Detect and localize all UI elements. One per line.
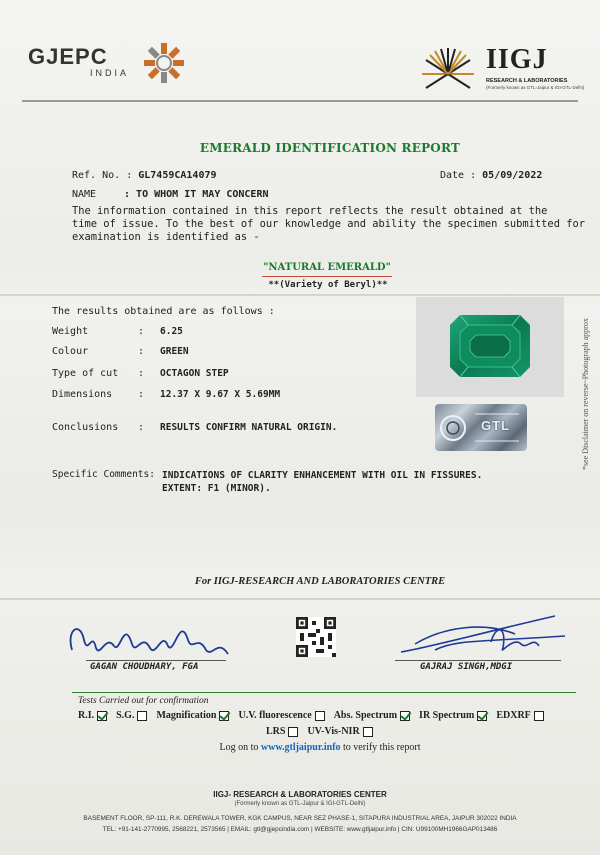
intro-line: The information contained in this report reflects the result obtained at the bbox=[72, 205, 548, 217]
ref-number-row: Ref. No. : GL7459CA14079 bbox=[72, 170, 217, 181]
comments-line: EXTENT: F1 (MINOR). bbox=[162, 483, 271, 494]
for-centre-line: For IIGJ-RESEARCH AND LABORATORIES CENTRE bbox=[194, 576, 446, 587]
tests-row-1 bbox=[78, 710, 550, 721]
test-checkbox-abs-spectrum bbox=[400, 711, 410, 721]
test-checkbox-magnification bbox=[219, 711, 229, 721]
intro-line: examination is identified as - bbox=[72, 231, 260, 243]
test-checkbox-ir-spectrum bbox=[477, 711, 487, 721]
test-checkbox-ri bbox=[97, 711, 107, 721]
gjepc-logo-text: GJEPC bbox=[28, 44, 108, 69]
ref-value: GL7459CA14079 bbox=[138, 170, 217, 181]
result-label-weight: Weight bbox=[52, 326, 89, 337]
tests-row-2 bbox=[266, 726, 379, 737]
test-label-ri: R.I. bbox=[78, 710, 95, 721]
photo-disclaimer: *see Disclaimer on reverse~Photograph approx bbox=[581, 318, 590, 470]
result-value-dimensions: 12.37 X 9.67 X 5.69MM bbox=[160, 389, 281, 400]
iigj-logo-text: IIGJ bbox=[486, 44, 548, 75]
variety-label: **(Variety of Beryl)** bbox=[268, 280, 388, 290]
left-signature-icon bbox=[62, 610, 242, 670]
result-colon: : bbox=[138, 389, 145, 400]
result-label-dimensions: Dimensions bbox=[52, 389, 113, 400]
footer-address: BASEMENT FLOOR, SP-111, R.K. DEREWALA TOWER, KGK CAMPUS, NEAR SEZ PHASE-1, SITAPURA INDUSTRIAL AREA, JAIPUR 302022 INDIA bbox=[83, 815, 517, 822]
right-signature-line bbox=[395, 660, 561, 661]
result-label-cut: Type of cut bbox=[52, 368, 119, 379]
name-value: TO WHOM IT MAY CONCERN bbox=[136, 189, 269, 200]
report-title: EMERALD IDENTIFICATION REPORT bbox=[199, 141, 461, 155]
footer-title: IIGJ- RESEARCH & LABORATORIES CENTER bbox=[213, 790, 387, 799]
test-checkbox-edxrf bbox=[534, 711, 544, 721]
iigj-logo bbox=[420, 44, 585, 100]
hologram-text: GTL bbox=[481, 418, 510, 433]
test-checkbox-sg bbox=[137, 711, 147, 721]
result-label-colour: Colour bbox=[52, 346, 89, 357]
gemstone-photo bbox=[416, 297, 564, 397]
iigj-logo-note: (Formerly known as GTL-Jaipur & IGI-GTL-Delhi) bbox=[486, 85, 585, 90]
iigj-burst-icon bbox=[420, 44, 476, 100]
left-signature-line bbox=[86, 660, 226, 661]
comments-line: INDICATIONS OF CLARITY ENHANCEMENT WITH OIL IN FISSURES. bbox=[162, 470, 483, 481]
results-intro: The results obtained are as follows : bbox=[52, 306, 275, 317]
fold-line bbox=[0, 598, 600, 600]
right-signatory-name: GAJRAJ SINGH,MDGI bbox=[420, 662, 513, 672]
verify-line bbox=[0, 742, 600, 753]
intro-line: time of issue. To the best of our knowledge and ability the specimen submitted for bbox=[72, 218, 585, 230]
test-label-ir-spectrum: IR Spectrum bbox=[419, 710, 475, 721]
test-label-magnification: Magnification bbox=[156, 710, 217, 721]
gjepc-logo bbox=[28, 44, 129, 78]
result-value-colour: GREEN bbox=[160, 346, 189, 357]
left-signatory-name: GAGAN CHOUDHARY, FGA bbox=[90, 662, 199, 672]
date-row: Date : 05/09/2022 bbox=[440, 170, 543, 181]
comments-label: Specific Comments: bbox=[52, 469, 155, 480]
verify-link[interactable]: www.gtljaipur.info bbox=[260, 742, 341, 753]
qr-code-icon bbox=[296, 617, 336, 657]
result-colon: : bbox=[138, 326, 145, 337]
intro-paragraph bbox=[72, 205, 592, 244]
gjepc-sun-icon bbox=[133, 40, 195, 86]
test-label-sg: S.G. bbox=[116, 710, 135, 721]
verify-prefix: Log on to bbox=[219, 742, 259, 753]
verify-suffix: to verify this report bbox=[343, 742, 421, 753]
header-divider bbox=[22, 100, 578, 102]
test-checkbox-lrs bbox=[288, 727, 298, 737]
test-label-uv-fluorescence: U.V. fluorescence bbox=[238, 710, 312, 721]
fold-line bbox=[0, 294, 600, 296]
test-label-abs-spectrum: Abs. Spectrum bbox=[333, 710, 398, 721]
right-signature-icon bbox=[395, 606, 575, 666]
result-value-cut: OCTAGON STEP bbox=[160, 368, 229, 379]
gjepc-logo-subtext: INDIA bbox=[90, 68, 130, 78]
test-label-edxrf: EDXRF bbox=[496, 710, 531, 721]
result-value-weight: 6.25 bbox=[160, 326, 183, 337]
ref-label: Ref. No. bbox=[72, 170, 121, 181]
name-label: NAME bbox=[72, 189, 97, 200]
identification-result: "NATURAL EMERALD" bbox=[263, 262, 391, 273]
result-value-conclusions: RESULTS CONFIRM NATURAL ORIGIN. bbox=[160, 422, 338, 433]
result-colon: : bbox=[138, 422, 145, 433]
tests-title: Tests Carried out for confirmation bbox=[78, 696, 209, 706]
emerald-gem-icon bbox=[416, 297, 564, 397]
footer-subtitle: (Formerly known as GTL-Jaipur & IGI-GTL-Delhi) bbox=[234, 801, 366, 807]
header bbox=[0, 0, 600, 100]
date-label: Date bbox=[440, 170, 465, 181]
footer-contact: TEL: +91-141-2770995, 2568221, 2573565 | EMAIL: gtl@gjepcindia.com | WEBSITE: www.gtljaipur.info | CIN: U99100MH1966GAP013486 bbox=[102, 826, 498, 833]
hologram-seal bbox=[435, 404, 527, 451]
result-label-conclusions: Conclusions bbox=[52, 422, 119, 433]
result-colon: : bbox=[138, 346, 145, 357]
name-row bbox=[72, 189, 96, 200]
test-label-uv-vis-nir: UV-Vis-NIR bbox=[307, 726, 360, 737]
test-label-lrs: LRS bbox=[266, 726, 286, 737]
date-value: 05/09/2022 bbox=[482, 170, 543, 181]
result-colon: : bbox=[138, 368, 145, 379]
name-value-row: : TO WHOM IT MAY CONCERN bbox=[124, 189, 269, 200]
iigj-logo-subtext: RESEARCH & LABORATORIES bbox=[486, 78, 568, 84]
test-checkbox-uv-vis-nir bbox=[363, 727, 373, 737]
tests-box-divider bbox=[72, 692, 576, 693]
identification-underline bbox=[262, 276, 392, 277]
test-checkbox-uv-fluorescence bbox=[315, 711, 325, 721]
